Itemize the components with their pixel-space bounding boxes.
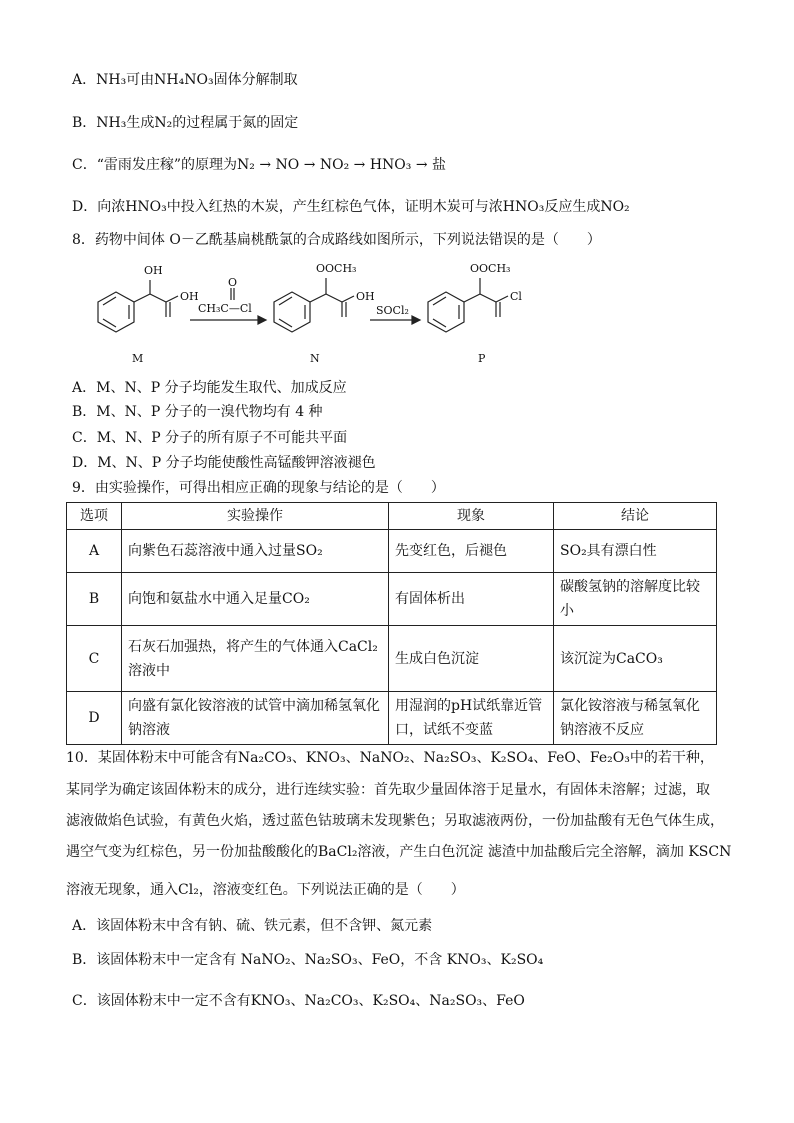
header-option: 选项 bbox=[67, 503, 122, 530]
table-row bbox=[67, 530, 717, 573]
reagent-1-oxygen-label: O bbox=[228, 276, 238, 289]
table-row bbox=[67, 573, 717, 626]
m-carboxyl-oh-label: OH bbox=[180, 290, 199, 303]
q10-stem-line-1: 10．某固体粉末中可能含有Na₂CO₃、KNO₃、NaNO₂、Na₂SO₃、K₂SO₄、FeO、Fe₂O₃中的若干种， bbox=[66, 750, 714, 766]
reaction-scheme-drawing bbox=[78, 262, 618, 370]
q10-stem-line-4: 遇空气变为红棕色，另一份加盐酸酸化的BaCl₂溶液，产生白色沉淀 滤渣中加盐酸后完全溶解，滴加 KSCN bbox=[66, 844, 732, 860]
q7-option-a: A．NH₃可由NH₄NO₃固体分解制取 bbox=[72, 72, 298, 88]
row-conclusion: 碳酸氢钠的溶解度比较小 bbox=[554, 573, 717, 626]
reagent-1-label: CH₃C—Cl bbox=[198, 302, 252, 315]
table-row bbox=[67, 626, 717, 692]
q7-option-d: D．向浓HNO₃中投入红热的木炭，产生红棕色气体，证明木炭可与浓HNO₃反应生成NO₂ bbox=[72, 199, 630, 215]
compound-m-label: M bbox=[132, 352, 144, 365]
compound-p-label: P bbox=[478, 352, 486, 365]
row-option: D bbox=[67, 692, 122, 745]
row-observation: 生成白色沉淀 bbox=[389, 626, 554, 692]
header-observation: 现象 bbox=[389, 503, 554, 530]
q10-stem-line-3: 滤液做焰色试验，有黄色火焰，透过蓝色钴玻璃未发现紫色；另取滤液两份，一份加盐酸有无色气体生成， bbox=[66, 813, 724, 829]
row-operation: 石灰石加强热，将产生的气体通入CaCl₂溶液中 bbox=[122, 626, 389, 692]
q8-option-d: D．M、N、P 分子均能使酸性高锰酸钾溶液褪色 bbox=[72, 455, 376, 471]
q8-stem: 8．药物中间体 O－乙酰基扁桃酰氯的合成路线如图所示，下列说法错误的是（ ） bbox=[72, 232, 601, 248]
q10-stem-line-2: 某同学为确定该固体粉末的成分，进行连续实验：首先取少量固体溶于足量水，有固体未溶解；过滤，取 bbox=[66, 782, 710, 798]
reagent-2-label: SOCl₂ bbox=[376, 304, 409, 317]
row-operation: 向盛有氯化铵溶液的试管中滴加稀氢氧化钠溶液 bbox=[122, 692, 389, 745]
row-observation: 先变红色，后褪色 bbox=[389, 530, 554, 573]
row-operation: 向紫色石蕊溶液中通入过量SO₂ bbox=[122, 530, 389, 573]
q7-option-c: C．“雷雨发庄稼”的原理为N₂ → NO → NO₂ → HNO₃ → 盐 bbox=[72, 157, 447, 173]
row-option: A bbox=[67, 530, 122, 573]
n-acetoxy-label: OOCH₃ bbox=[316, 262, 357, 275]
row-observation: 用湿润的pH试纸靠近管口，试纸不变蓝 bbox=[389, 692, 554, 745]
row-option: C bbox=[67, 626, 122, 692]
n-carboxyl-oh-label: OH bbox=[356, 290, 375, 303]
compound-n-label: N bbox=[310, 352, 320, 365]
q8-option-c: C．M、N、P 分子的所有原子不可能共平面 bbox=[72, 430, 348, 446]
header-operation: 实验操作 bbox=[122, 503, 389, 530]
row-operation: 向饱和氨盐水中通入足量CO₂ bbox=[122, 573, 389, 626]
p-chloride-label: Cl bbox=[510, 290, 522, 303]
p-acetoxy-label: OOCH₃ bbox=[470, 262, 511, 275]
experiment-table bbox=[66, 502, 717, 745]
table-row bbox=[67, 692, 717, 745]
q10-option-b: B．该固体粉末中一定含有 NaNO₂、Na₂SO₃、FeO，不含 KNO₃、K₂SO₄ bbox=[72, 952, 544, 968]
q8-option-a: A．M、N、P 分子均能发生取代、加成反应 bbox=[72, 380, 347, 396]
row-option: B bbox=[67, 573, 122, 626]
q10-option-a: A．该固体粉末中含有钠、硫、铁元素，但不含钾、氮元素 bbox=[72, 918, 433, 934]
header-conclusion: 结论 bbox=[554, 503, 717, 530]
q8-option-b: B．M、N、P 分子的一溴代物均有 4 种 bbox=[72, 404, 323, 420]
row-observation: 有固体析出 bbox=[389, 573, 554, 626]
q10-stem-line-5: 溶液无现象，通入Cl₂，溶液变红色。下列说法正确的是（ ） bbox=[66, 882, 465, 898]
q10-option-c: C．该固体粉末中一定不含有KNO₃、Na₂CO₃、K₂SO₄、Na₂SO₃、FeO bbox=[72, 993, 525, 1009]
q7-option-b: B．NH₃生成N₂的过程属于氮的固定 bbox=[72, 115, 299, 131]
q9-stem: 9．由实验操作，可得出相应正确的现象与结论的是（ ） bbox=[72, 480, 445, 496]
row-conclusion: SO₂具有漂白性 bbox=[554, 530, 717, 573]
m-hydroxyl-label: OH bbox=[144, 264, 163, 277]
row-conclusion: 该沉淀为CaCO₃ bbox=[554, 626, 717, 692]
row-conclusion: 氯化铵溶液与稀氢氧化钠溶液不反应 bbox=[554, 692, 717, 745]
reaction-scheme bbox=[78, 262, 618, 370]
table-header-row bbox=[67, 503, 717, 530]
